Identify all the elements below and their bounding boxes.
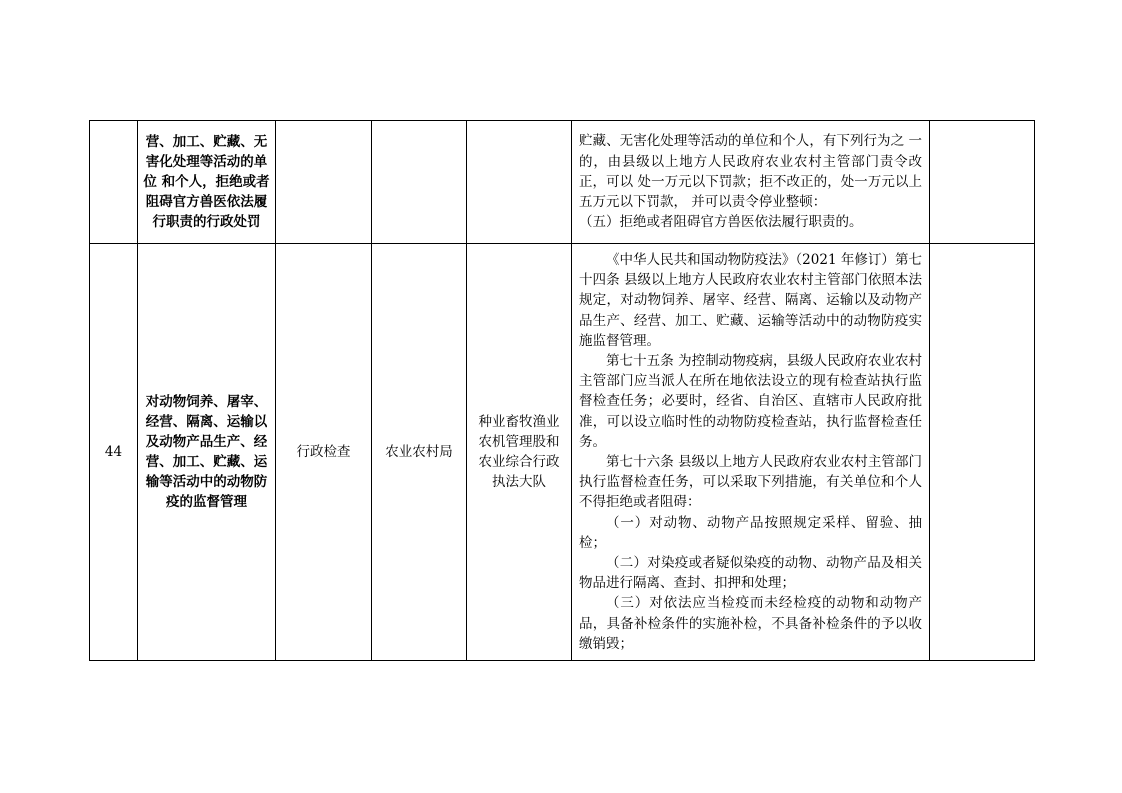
row-number: 44 <box>90 244 138 661</box>
basis-paragraph: 第七十六条 县级以上地方人民政府农业农村主管部门执行监督检查任务，可以采取下列措施，有关单位和个人不得拒绝或者阻碍： <box>579 454 922 511</box>
basis-paragraph: （五）拒绝或者阻碍官方兽医依法履行职责的。 <box>579 214 863 231</box>
table-row <box>90 121 1035 244</box>
department: 农业农村局 <box>372 244 467 661</box>
legal-basis <box>572 121 930 244</box>
item-type: 行政检查 <box>276 244 372 661</box>
basis-paragraph: （一）对动物、动物产品按照规定采样、留验、抽检； <box>579 514 922 551</box>
basis-paragraph: 《中华人民共和国动物防疫法》（2021 年修订）第七十四条 县级以上地方人民政府农业农村主管部门依照本法规定，对动物饲养、屠宰、经营、隔离、运输以及动物产品生产、经营、加工、贮藏、运输等活动中的动物防疫实施监督管理。 <box>579 251 922 349</box>
remark <box>930 244 1035 661</box>
remark <box>930 121 1035 244</box>
row-number <box>90 121 138 244</box>
item-name: 对动物饲养、屠宰、经营、隔离、运输以及动物产品生产、经营、加工、贮藏、运输等活动中的动物防疫的监督管理 <box>138 244 276 661</box>
item-name: 营、加工、贮藏、无害化处理等活动的单位 和个人，拒绝或者阻碍官方兽医依法履行职责的行政处罚 <box>138 121 276 244</box>
basis-paragraph: 第七十五条 为控制动物疫病，县级人民政府农业农村主管部门应当派人在所在地依法设立的现有检查站执行监督检查任务；必要时，经省、自治区、直辖市人民政府批准，可以设立临时性的动物防疫检查站，执行监督检查任务。 <box>579 352 922 450</box>
table-row <box>90 244 1035 661</box>
basis-paragraph: （二）对染疫或者疑似染疫的动物、动物产品及相关物品进行隔离、查封、扣押和处理； <box>579 555 922 592</box>
responsible-unit <box>467 121 572 244</box>
item-type <box>276 121 372 244</box>
basis-paragraph: 贮藏、无害化处理等活动的单位和个人，有下列行为之 一的，由县级以上地方人民政府农业农村主管部门责令改正，可以 处一万元以下罚款；拒不改正的，处一万元以上五万元以下罚款， 并可以责令停业整顿： <box>579 133 922 211</box>
responsible-unit: 种业畜牧渔业农机管理股和农业综合行政执法大队 <box>467 244 572 661</box>
basis-paragraph: （三）对依法应当检疫而未经检疫的动物和动物产品，具备补检条件的实施补检，不具备补检条件的予以收缴销毁； <box>579 595 922 652</box>
department <box>372 121 467 244</box>
legal-basis <box>572 244 930 661</box>
regulation-table <box>89 120 1035 661</box>
